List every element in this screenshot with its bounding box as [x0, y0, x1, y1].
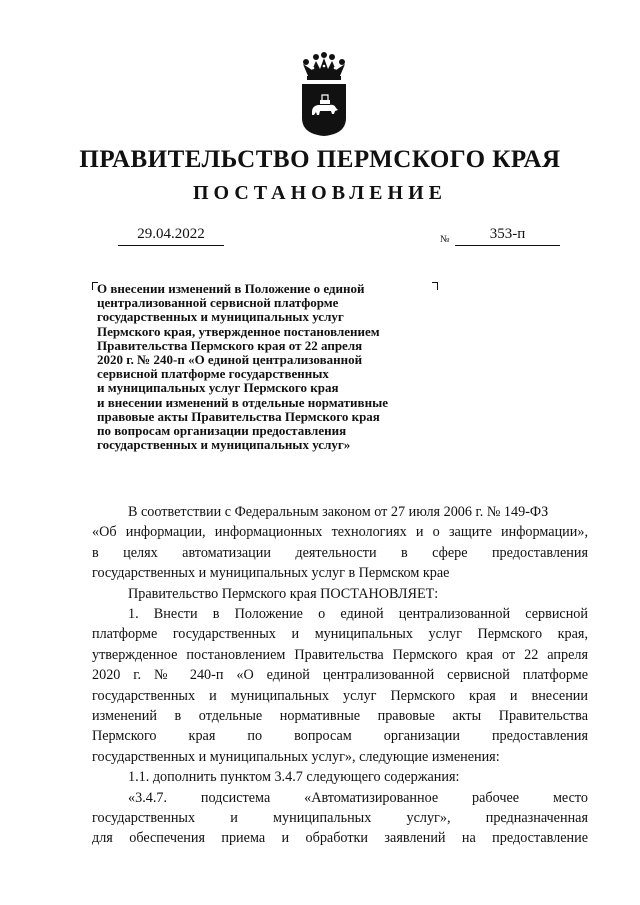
subject-line: Правительства Пермского края от 22 апреля [97, 337, 363, 353]
subject-line: по вопросам организации предоставления [97, 423, 347, 439]
subject-line: централизованной сервисной платформе [97, 295, 339, 311]
body-line: 1.1. дополнить пунктом 3.4.7 следующего содержания: [128, 769, 460, 786]
body-line: Правительство Пермского края ПОСТАНОВЛЯЕТ: [128, 585, 439, 602]
body-line: изменений в отдельные нормативные правовые акты Правительства [92, 707, 588, 724]
subject-line: 2020 г. № 240-п «О единой централизованной [97, 352, 363, 368]
organization-title: ПРАВИТЕЛЬСТВО ПЕРМСКОГО КРАЯ [79, 146, 561, 173]
body-line: государственных и муниципальных услуг», предназначенная [92, 809, 588, 826]
body-line: утвержденное постановлением Правительства Пермского края от 22 апреля [92, 646, 588, 663]
body-line: «Об информации, информационных технологиях и о защите информации», [92, 524, 588, 541]
subject-line: О внесении изменений в Положение о единой [97, 281, 365, 296]
subject-line: и муниципальных услуг Пермского края [97, 380, 339, 396]
body-line: для обеспечения приема и обработки заявлений на предоставление [92, 830, 588, 847]
document-body [92, 502, 588, 849]
body-line: «3.4.7. подсистема «Автоматизированное рабочее место [128, 789, 588, 806]
body-line: В соответствии с Федеральным законом от 27 июля 2006 г. № 149-ФЗ [128, 504, 549, 520]
body-line: государственных и муниципальных услуг в Пермском крае [92, 565, 450, 582]
body-line: 2020 г. № 240-п «О единой централизованной сервисной платформе [92, 667, 588, 684]
body-line: государственных и муниципальных услуг Пермского края и внесении [92, 687, 588, 704]
subject-line: и внесении изменений в отдельные нормативные [97, 394, 388, 410]
subject-line: Пермского края, утвержденное постановлением [97, 323, 380, 339]
body-line: Пермского края по вопросам организации предоставления [92, 728, 588, 745]
body-line: государственных и муниципальных услуг», следующие изменения: [92, 748, 500, 765]
subject-line: государственных и муниципальных услуг [97, 309, 344, 325]
subject-line: правовые акты Правительства Пермского края [97, 408, 380, 424]
body-line: 1. Внести в Положение о единой централизованной сервисной [128, 606, 588, 622]
body-line: платформе государственных и муниципальных услуг Пермского края, [92, 626, 588, 643]
subject-line: государственных и муниципальных услуг» [97, 437, 351, 453]
subject-block [97, 282, 447, 452]
document-date: 29.04.2022 [118, 226, 224, 246]
body-line: в целях автоматизации деятельности в сфере предоставления [92, 544, 588, 561]
document-type: ПОСТАНОВЛЕНИЕ [193, 182, 447, 204]
document-number: 353-п [455, 226, 560, 246]
coat-of-arms-icon [298, 52, 350, 136]
subject-line: сервисной платформе государственных [97, 366, 329, 382]
number-label: № [440, 234, 450, 245]
